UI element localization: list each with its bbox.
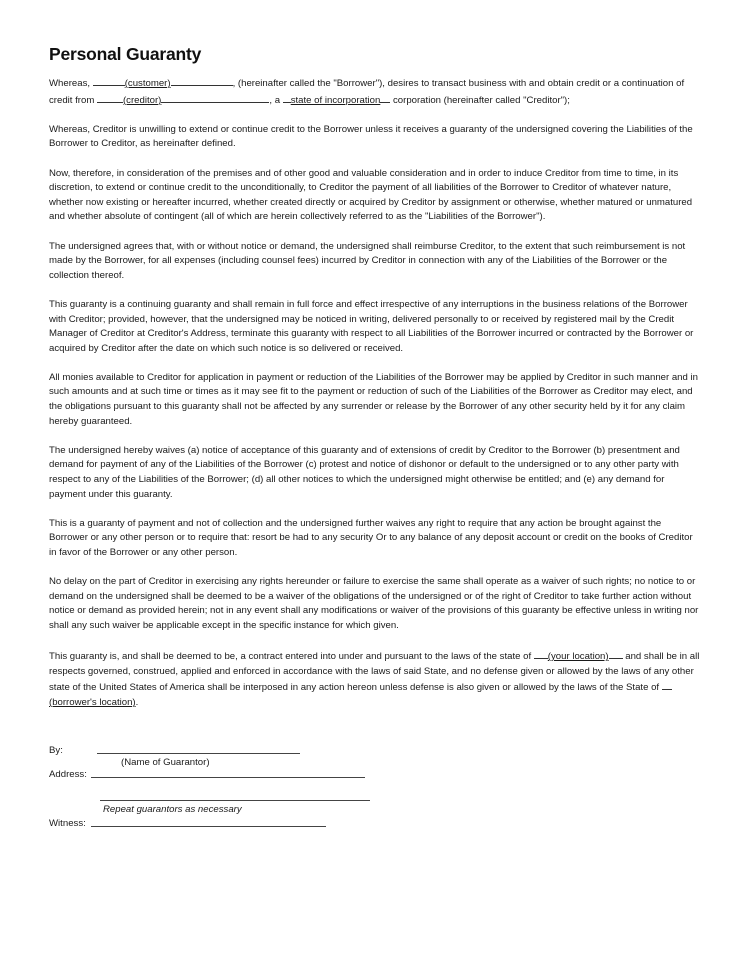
paragraph-3: Now, therefore, in consideration of the premises and of other good and valuable consideration and in order to induce Creditor from time to time, in its discretion, to extend or continue credit to the unconditionally, to Creditor the payment of all liabilities of the Borrower to Creditor of whatever nature, whether now existing or hereafter incurred, whether created directly or acquired by Creditor by assignment or otherwise, whether matured or unmatured and whether absolute of contingent (all of which are herein collectively referred to as the "Liabilities of the Borrower"). bbox=[49, 167, 693, 223]
state-field[interactable]: state of incorporation bbox=[290, 94, 381, 106]
location-blank-lead[interactable] bbox=[534, 648, 548, 659]
p10-text-c: . bbox=[135, 696, 139, 708]
creditor-blank-lead[interactable] bbox=[97, 92, 123, 103]
by-signature-line[interactable] bbox=[97, 753, 300, 754]
borrower-location-blank-lead[interactable] bbox=[662, 679, 672, 690]
paragraph-8: This is a guaranty of payment and not of collection and the undersigned further waives any right to require that any action be brought against the Borrower or any other person or to require that: resort be had to any security Or to any balance of any deposit account or credit on the books of Creditor in favor of the Borrower or any other person. bbox=[49, 517, 693, 558]
document-title: Personal Guaranty bbox=[49, 44, 202, 64]
p1-text-a: Whereas, bbox=[49, 78, 93, 89]
location-field[interactable]: (your location) bbox=[547, 651, 609, 663]
borrower-location-field[interactable]: (borrower's location) bbox=[49, 696, 136, 708]
paragraph-governing-law bbox=[49, 648, 701, 710]
state-blank-lead[interactable] bbox=[283, 92, 291, 103]
p10-text-a: This guaranty is, and shall be deemed to be, a contract entered into under and pursuant to the laws of the state of bbox=[49, 651, 534, 663]
witness-label: Witness: bbox=[49, 818, 86, 829]
p10-text-b: and shall be in all respects governed, construed, applied and enforced in accordance with the laws of said State, and no defense given or allowed by the laws of any other state of the United States of America shall be interposed in any action hereon unless defense is also given or allowed by the laws of the State of bbox=[49, 651, 700, 694]
paragraph-7: The undersigned hereby waives (a) notice of acceptance of this guaranty and of extensions of credit by Creditor to the Borrower (b) presentment and demand for payment of any of the Liabilities of the Borrower (c) protest and notice of dishonor or default to the undersigned or to any other party with respect to any of the Liabilities of the Borrower; (d) all other notices to which the undersigned might otherwise be entitled; and (e) any demand for payment under this guaranty. bbox=[49, 444, 680, 500]
customer-blank-lead[interactable] bbox=[93, 75, 125, 86]
location-blank-trail[interactable] bbox=[609, 648, 623, 659]
witness-line[interactable] bbox=[91, 826, 326, 827]
customer-field[interactable]: (customer) bbox=[124, 78, 171, 89]
creditor-blank-trail[interactable] bbox=[161, 92, 269, 103]
repeat-guarantors-note: Repeat guarantors as necessary bbox=[103, 804, 242, 815]
paragraph-4: The undersigned agrees that, with or without notice or demand, the undersigned shall reimburse Creditor, to the extent that such reimbursement is not made by the Borrower, for all expenses (including counsel fees) incurred by Creditor in connection with any of the Liabilities of the Borrower or the collection thereof. bbox=[49, 240, 686, 281]
address-label: Address: bbox=[49, 769, 87, 780]
name-of-guarantor-caption: (Name of Guarantor) bbox=[121, 757, 210, 768]
paragraph-6: All monies available to Creditor for application in payment or reduction of the Liabilities of the Borrower may be applied by Creditor in such manner and in such amounts and at such time or times as it may see fit to the payment or reduction of such of the Liabilities of the Borrower as Creditor may elect, and the obligations pursuant to this guaranty shall not be affected by any surrender or release by the Borrower of any other security held by it for any claim hereby guaranteed. bbox=[49, 371, 698, 427]
by-label: By: bbox=[49, 745, 63, 756]
paragraph-parties bbox=[49, 75, 701, 108]
state-blank-trail[interactable] bbox=[380, 92, 390, 103]
paragraph-5: This guaranty is a continuing guaranty and shall remain in full force and effect irrespective of any interruptions in the business relations of the Borrower with Creditor; provided, however, that the undersigned may be noticed in writing, delivered personally to or received by registered mail by the Credit Manager of Creditor at Creditor's Address, terminate this guaranty with respect to all Liabilities of the Borrower incurred or contracted by the Borrower or acquired by Creditor after the date on which such notice is so delivered or received. bbox=[49, 298, 694, 354]
p1-text-c: , a bbox=[269, 94, 283, 106]
customer-blank-trail[interactable] bbox=[171, 75, 233, 86]
paragraph-9: No delay on the part of Creditor in exercising any rights hereunder or failure to exercise the same shall operate as a waiver of such rights; no notice to or demand on the undersigned shall be deemed to be a waiver of the obligations of the undersigned or of the right of Creditor to take further action without notice or demand as provided herein; not in any event shall any modifications or waiver of the provisions of this guaranty be effective unless in writing nor shall any such waiver be applicable except in the specific instance for which given. bbox=[49, 576, 699, 631]
p1-text-d: corporation (hereinafter called "Creditor"); bbox=[390, 94, 570, 106]
address-line[interactable] bbox=[91, 777, 365, 778]
document-body bbox=[49, 75, 701, 725]
p1-text-b: , (hereinafter called the "Borrower"), desires to transact business with and obtain credit or a continuation of credit from bbox=[49, 78, 685, 106]
additional-guarantor-line[interactable] bbox=[100, 800, 370, 801]
creditor-field[interactable]: (creditor) bbox=[122, 94, 162, 106]
paragraph-2: Whereas, Creditor is unwilling to extend or continue credit to the Borrower unless it receives a guaranty of the undersigned covering the Liabilities of the Borrower to Creditor, as hereinafter defined. bbox=[49, 123, 693, 150]
